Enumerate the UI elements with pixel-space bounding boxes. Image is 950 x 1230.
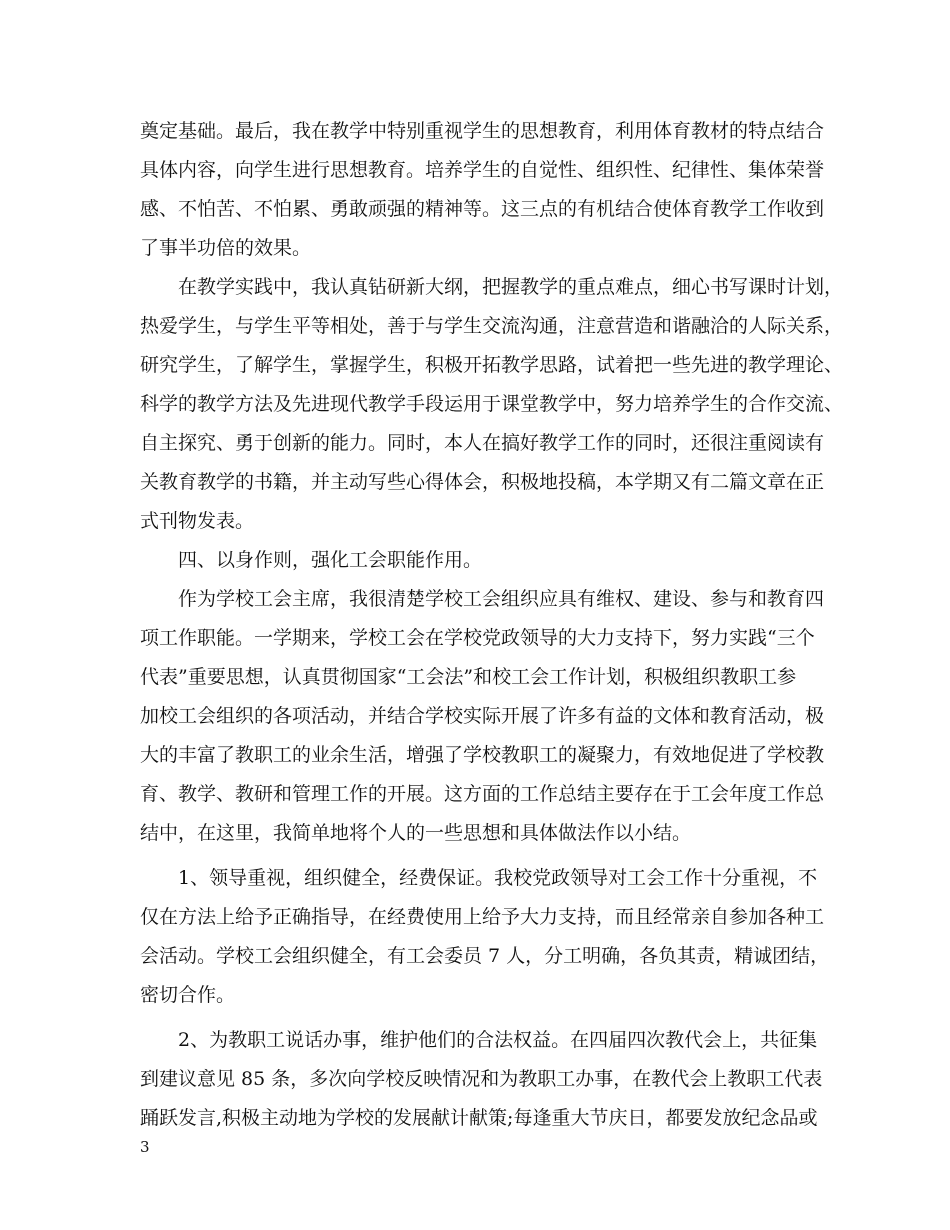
paragraph-line: 1、领导重视，组织健全，经费保证。我校党政领导对工会工作十分重视，不 <box>178 867 818 889</box>
paragraph-line: 大的丰富了教职工的业余生活，增强了学校教职工的凝聚力，有效地促进了学校教 <box>140 744 825 766</box>
paragraph-line: 密切合作。 <box>140 984 236 1006</box>
paragraph-line: 热爱学生，与学生平等相处，善于与学生交流沟通，注意营造和谐融洽的人际关系， <box>140 315 844 337</box>
paragraph-line: 具体内容，向学生进行思想教育。培养学生的自觉性、组织性、纪律性、集体荣誉 <box>140 159 825 181</box>
paragraph-line: 项工作职能。一学期来，学校工会在学校党政领导的大力支持下，努力实践“三个 <box>140 627 815 649</box>
page-number: 3 <box>140 1138 150 1156</box>
paragraph-line: 科学的教学方法及先进现代教学手段运用于课堂教学中，努力培养学生的合作交流、 <box>140 393 844 415</box>
paragraph-line: 奠定基础。最后，我在教学中特别重视学生的思想教育，利用体育教材的特点结合 <box>140 120 825 142</box>
paragraph-line: 关教育教学的书籍，并主动写些心得体会，积极地投稿，本学期又有二篇文章在正 <box>140 471 825 493</box>
paragraph-line: 到建议意见 85 条，多次向学校反映情况和为教职工办事，在教代会上教职工代表 <box>140 1068 823 1090</box>
paragraph-line: 式刊物发表。 <box>140 510 255 532</box>
section-heading: 四、以身作则，强化工会职能作用。 <box>178 549 483 571</box>
paragraph-line: 2、为教职工说话办事，维护他们的合法权益。在四届四次教代会上，共征集 <box>178 1029 818 1051</box>
paragraph-line: 在教学实践中，我认真钻研新大纲，把握教学的重点难点，细心书写课时计划， <box>178 276 844 298</box>
paragraph-line: 感、不怕苦、不怕累、勇敢顽强的精神等。这三点的有机结合使体育教学工作收到 <box>140 198 825 220</box>
paragraph-line: 研究学生，了解学生，掌握学生，积极开拓教学思路，试着把一些先进的教学理论、 <box>140 354 844 376</box>
paragraph-line: 自主探究、勇于创新的能力。同时，本人在搞好教学工作的同时，还很注重阅读有 <box>140 432 825 454</box>
paragraph-line: 会活动。学校工会组织健全，有工会委员 7 人，分工明确，各负其责，精诚团结， <box>140 945 830 967</box>
paragraph-line: 代表”重要思想，认真贯彻国家“工会法”和校工会工作计划，积极组织教职工参 <box>140 666 797 688</box>
paragraph-line: 了事半功倍的效果。 <box>140 237 312 259</box>
paragraph-line: 仅在方法上给予正确指导，在经费使用上给予大力支持，而且经常亲自参加各种工 <box>140 906 825 928</box>
document-body <box>140 112 844 1138</box>
paragraph-line: 加校工会组织的各项活动，并结合学校实际开展了许多有益的文体和教育活动，极 <box>140 705 825 727</box>
paragraph-line: 结中，在这里，我简单地将个人的一些思想和具体做法作以小结。 <box>140 822 692 844</box>
paragraph-line: 踊跃发言,积极主动地为学校的发展献计献策;每逢重大节庆日，都要发放纪念品或 <box>140 1107 818 1129</box>
paragraph-line: 作为学校工会主席，我很清楚学校工会组织应具有维权、建设、参与和教育四 <box>178 588 825 610</box>
paragraph-line: 育、教学、教研和管理工作的开展。这方面的工作总结主要存在于工会年度工作总 <box>140 783 825 805</box>
